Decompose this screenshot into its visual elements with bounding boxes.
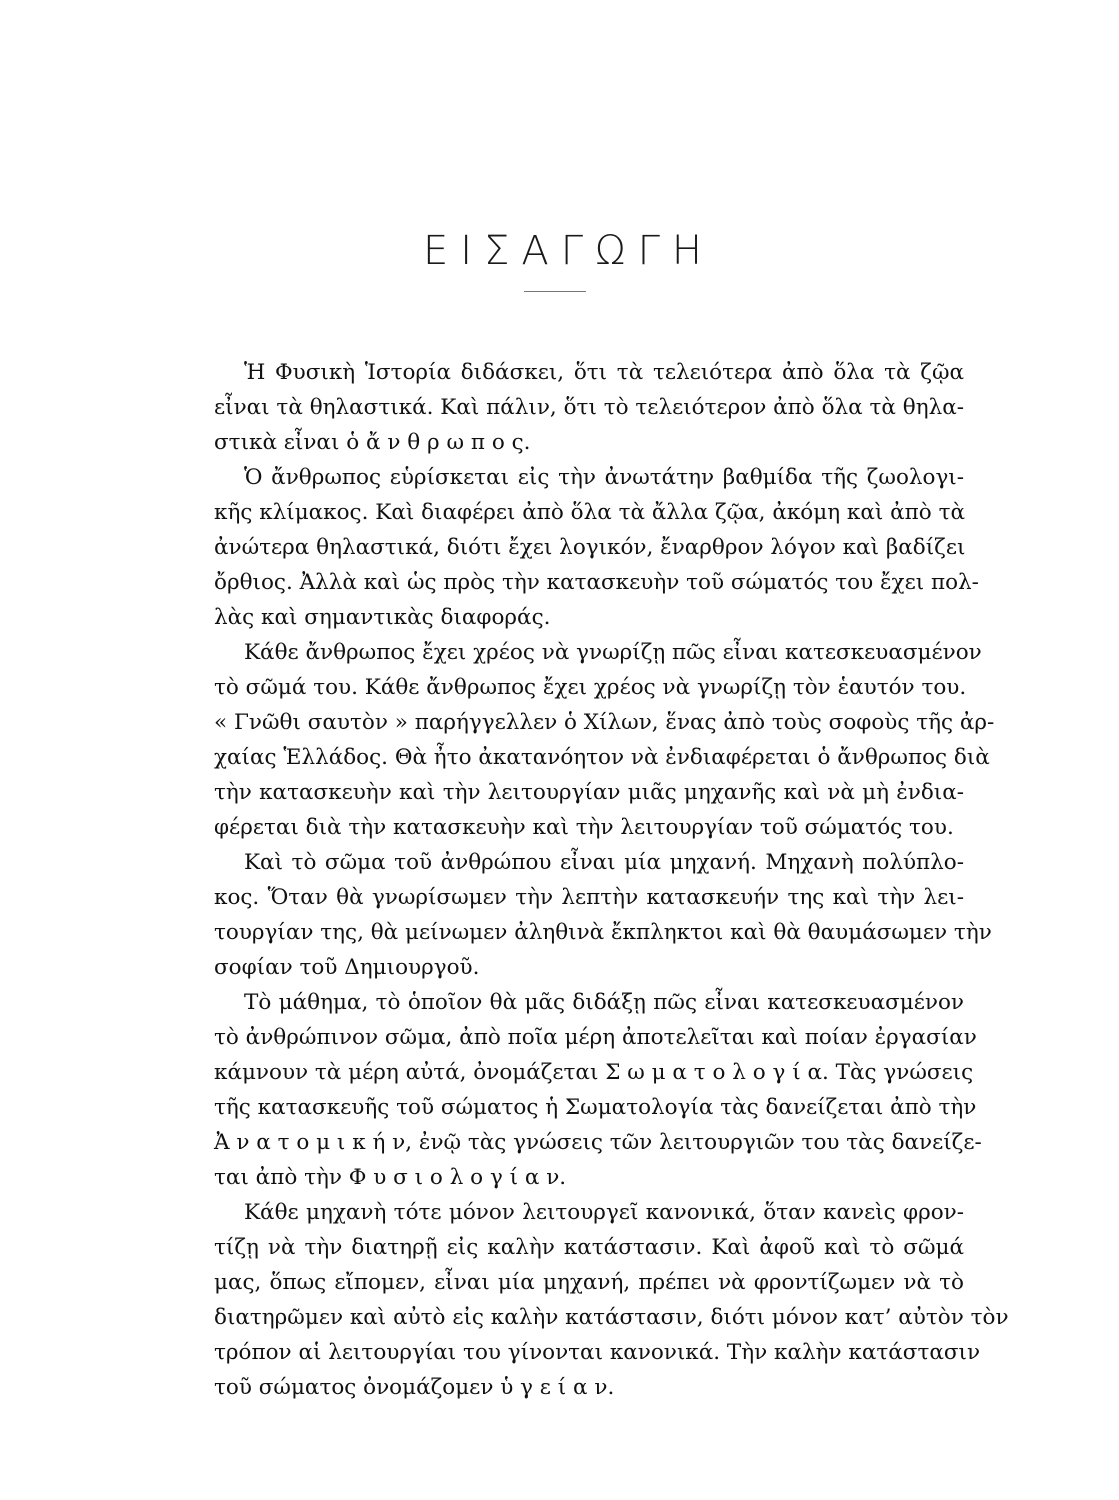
- paragraph: [214, 985, 982, 1195]
- text-line: τουργίαν της, θὰ μείνωμεν ἀληθινὰ ἔκπληκτοι καὶ θὰ θαυμάσωμεν τὴν: [214, 920, 992, 945]
- text-line: χαίας Ἑλλάδος. Θὰ ἦτο ἀκατανόητον νὰ ἐνδιαφέρεται ὁ ἄνθρωπος διὰ: [214, 745, 990, 770]
- text-line: ἀνώτερα θηλαστικά, διότι ἔχει λογικόν, ἔναρθρον λόγον καὶ βαδίζει: [214, 535, 966, 560]
- text-line: Τὸ μάθημα, τὸ ὁποῖον θὰ μᾶς διδάξῃ πῶς εἶναι κατεσκευασμένον: [244, 990, 964, 1015]
- text-line: ὄρθιος. Ἀλλὰ καὶ ὡς πρὸς τὴν κατασκευὴν τοῦ σώματός του ἔχει πολ-: [214, 570, 979, 595]
- text-line: Κάθε μηχανὴ τότε μόνον λειτουργεῖ κανονικά, ὅταν κανεὶς φρον-: [244, 1200, 964, 1225]
- text-line: σοφίαν τοῦ Δημιουργοῦ.: [214, 955, 480, 980]
- text-line: Ὁ ἄνθρωπος εὑρίσκεται εἰς τὴν ἀνωτάτην βαθμίδα τῆς ζωολογι-: [244, 465, 964, 490]
- text-line: Κάθε ἄνθρωπος ἔχει χρέος νὰ γνωρίζῃ πῶς εἶναι κατεσκευασμένον: [244, 640, 982, 665]
- text-line: Ἀ ν α τ ο μ ι κ ή ν, ἐνῷ τὰς γνώσεις τῶν λειτουργιῶν του τὰς δανείζε-: [214, 1130, 982, 1155]
- paragraph: [214, 845, 992, 985]
- text-line: Καὶ τὸ σῶμα τοῦ ἀνθρώπου εἶναι μία μηχανή. Μηχανὴ πολύπλο-: [244, 850, 964, 875]
- text-line: τὸ σῶμά του. Κάθε ἄνθρωπος ἔχει χρέος νὰ γνωρίζῃ τὸν ἑαυτόν του.: [214, 675, 967, 700]
- page-title: ΕΙΣΑΓΩΓΗ: [423, 228, 714, 274]
- paragraph: [214, 635, 995, 845]
- text-line: μας, ὅπως εἴπομεν, εἶναι μία μηχανή, πρέπει νὰ φροντίζωμεν νὰ τὸ: [214, 1270, 964, 1295]
- text-line: κῆς κλίμακος. Καὶ διαφέρει ἀπὸ ὅλα τὰ ἄλλα ζῷα, ἀκόμη καὶ ἀπὸ τὰ: [214, 500, 965, 525]
- text-line: τοῦ σώματος ὀνομάζομεν ὑ γ ε ί α ν.: [214, 1375, 615, 1400]
- body-text: [214, 355, 1009, 1405]
- text-line: κάμνουν τὰ μέρη αὐτά, ὀνομάζεται Σ ω μ α τ ο λ ο γ ί α. Τὰς γνώσεις: [214, 1060, 974, 1085]
- text-line: τὴν κατασκευὴν καὶ τὴν λειτουργίαν μιᾶς μηχανῆς καὶ νὰ μὴ ἐνδια-: [214, 780, 964, 805]
- text-line: τρόπον αἱ λειτουργίαι του γίνονται κανονικά. Τὴν καλὴν κατάστασιν: [214, 1340, 981, 1365]
- text-line: τῆς κατασκευῆς τοῦ σώματος ἡ Σωματολογία τὰς δανείζεται ἀπὸ τὴν: [214, 1095, 977, 1120]
- text-line: τίζῃ νὰ τὴν διατηρῇ εἰς καλὴν κατάστασιν. Καὶ ἀφοῦ καὶ τὸ σῶμά: [214, 1235, 964, 1260]
- text-line: « Γνῶθι σαυτὸν » παρήγγελλεν ὁ Χίλων, ἕνας ἀπὸ τοὺς σοφοὺς τῆς ἀρ-: [214, 710, 995, 735]
- paragraph: [214, 355, 964, 460]
- text-line: στικὰ εἶναι ὁ ἄ ν θ ρ ω π ο ς.: [214, 430, 531, 455]
- text-line: τὸ ἀνθρώπινον σῶμα, ἀπὸ ποῖα μέρη ἀποτελεῖται καὶ ποίαν ἐργασίαν: [214, 1025, 977, 1050]
- text-line: ται ἀπὸ τὴν Φ υ σ ι ο λ ο γ ί α ν.: [214, 1165, 567, 1190]
- text-line: εἶναι τὰ θηλαστικά. Καὶ πάλιν, ὅτι τὸ τελειότερον ἀπὸ ὅλα τὰ θηλα-: [214, 395, 964, 420]
- title-divider: [524, 291, 586, 292]
- text-line: διατηρῶμεν καὶ αὐτὸ εἰς καλὴν κατάστασιν, διότι μόνον κατ’ αὐτὸν τὸν: [214, 1305, 1009, 1330]
- text-line: φέρεται διὰ τὴν κατασκευὴν καὶ τὴν λειτουργίαν τοῦ σώματός του.: [214, 815, 954, 840]
- paragraph: [214, 460, 979, 635]
- text-line: κος. Ὅταν θὰ γνωρίσωμεν τὴν λεπτὴν κατασκευήν της καὶ τὴν λει-: [214, 885, 964, 910]
- text-line: Ἡ Φυσικὴ Ἱστορία διδάσκει, ὅτι τὰ τελειότερα ἀπὸ ὅλα τὰ ζῷα: [244, 360, 964, 385]
- text-line: λὰς καὶ σημαντικὰς διαφοράς.: [214, 605, 551, 630]
- paragraph: [214, 1195, 1009, 1405]
